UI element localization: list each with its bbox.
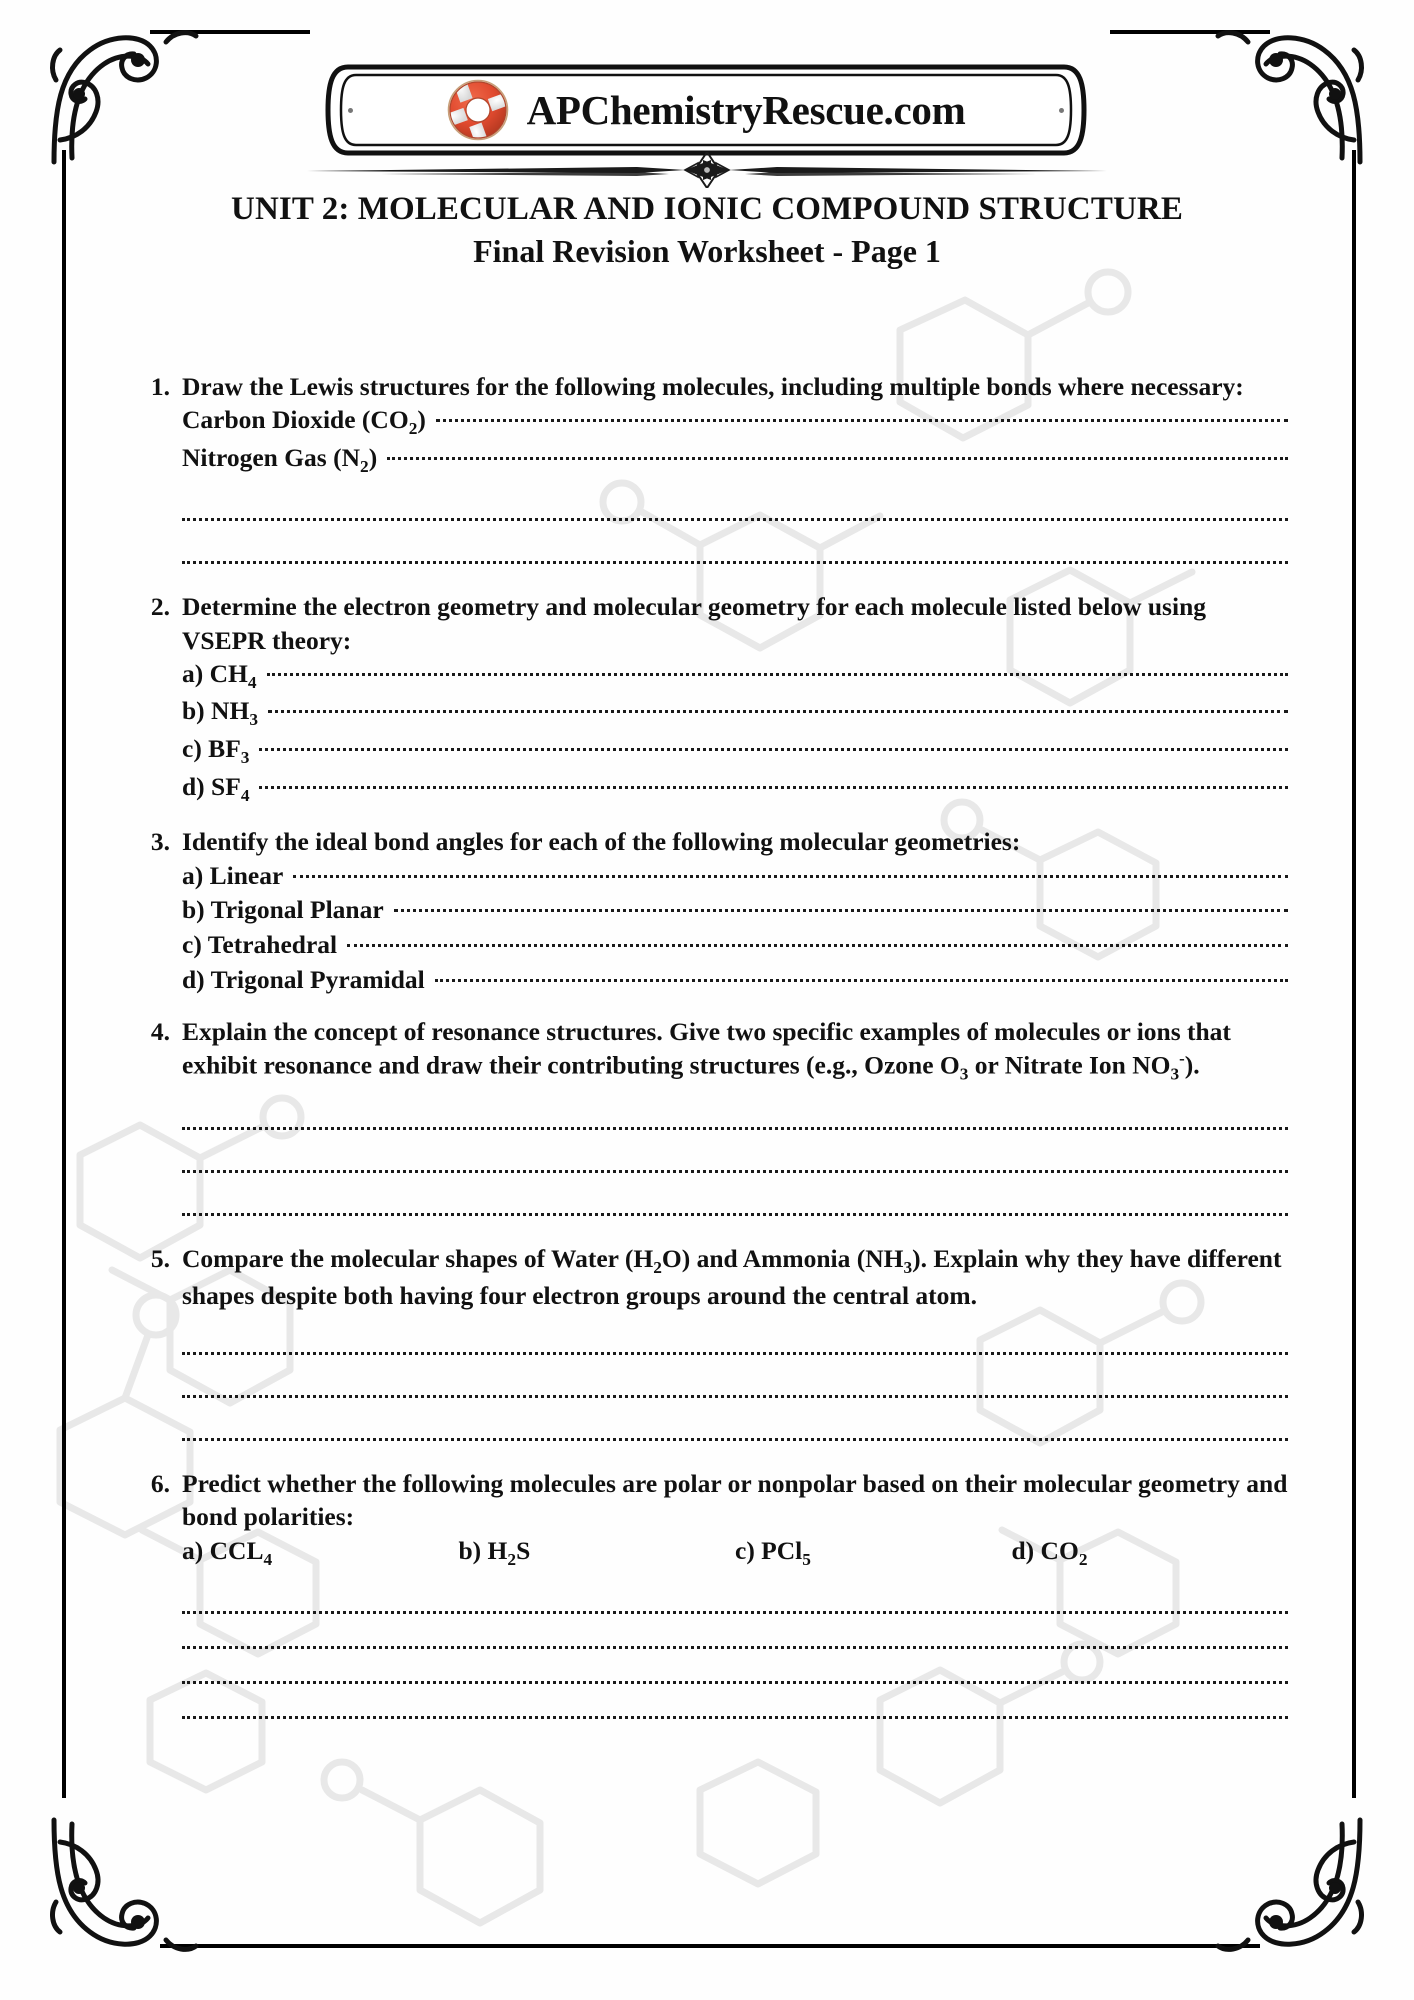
answer-blank-line[interactable]	[182, 1690, 1288, 1719]
sub-item-label: c) Tetrahedral	[182, 929, 338, 959]
option-a: a) $CCL_4$	[182, 1535, 273, 1569]
answer-blank[interactable]	[347, 944, 1288, 947]
page-title: UNIT 2: MOLECULAR AND IONIC COMPOUND STRUCTURE	[231, 191, 1183, 227]
sub-item	[182, 963, 1288, 998]
question-number: 1.	[150, 372, 170, 401]
sub-item	[182, 441, 1288, 479]
answer-blank[interactable]	[267, 673, 1288, 676]
question-number: 3.	[150, 827, 170, 857]
corner-ornament-bottom-left	[46, 1812, 206, 1962]
question-item	[128, 1242, 1288, 1442]
question-item	[128, 590, 1288, 807]
sub-item	[182, 403, 1288, 441]
frame-bottom-rule	[160, 1944, 1260, 1948]
answer-blank-line[interactable]	[182, 1655, 1288, 1684]
answer-blank-line[interactable]	[182, 1097, 1288, 1130]
site-logo-banner	[322, 64, 1090, 156]
page-title-block	[80, 190, 1334, 271]
question-item	[128, 825, 1288, 997]
sub-item-label: b) Trigonal Planar	[182, 895, 384, 925]
sub-item	[182, 859, 1288, 894]
question-text: Explain the concept of resonance structures. Give two specific examples of molecules or ions that exhibit resonance and draw their contributing structures (e.g., Ozone $O_3$ or Nitrate Ion $NO_3^-$).	[182, 1017, 1231, 1085]
sub-item-label: d) $SF_4$	[182, 771, 250, 805]
frame-left-rule	[62, 150, 66, 1798]
sub-item	[182, 694, 1288, 732]
answer-blank-line[interactable]	[182, 1183, 1288, 1216]
questions-container	[128, 370, 1288, 1725]
sub-item-label: d) Trigonal Pyramidal	[182, 964, 425, 994]
question-number: 6.	[150, 1469, 170, 1499]
answer-blank[interactable]	[259, 748, 1288, 751]
question-item	[128, 1467, 1288, 1719]
option-c: c) PCl$_5$	[735, 1535, 811, 1569]
site-name-text: APChemistryRescue.com	[526, 87, 966, 133]
option-d: d) $CO_2$	[1011, 1535, 1088, 1569]
sub-item	[182, 732, 1288, 770]
question-text: Predict whether the following molecules are polar or nonpolar based on their molecular geometry and bond polarities:	[182, 1469, 1288, 1532]
answer-blank[interactable]	[268, 710, 1288, 713]
answer-blank-line[interactable]	[182, 1322, 1288, 1355]
answer-blank[interactable]	[259, 786, 1288, 789]
answer-blank-line[interactable]	[182, 1581, 1288, 1614]
sub-item	[182, 893, 1288, 928]
life-ring-icon	[447, 79, 509, 141]
question-item	[128, 1015, 1288, 1215]
question-number: 4.	[150, 1017, 170, 1047]
answer-blank[interactable]	[394, 909, 1288, 912]
divider-flourish	[307, 152, 1107, 188]
question-text: Draw the Lewis structures for the following molecules, including multiple bonds where necessary:	[182, 372, 1244, 401]
frame-right-rule	[1352, 150, 1356, 1798]
corner-ornament-top-right	[1208, 20, 1368, 170]
answer-blank[interactable]	[293, 875, 1288, 878]
answer-blank[interactable]	[436, 419, 1288, 422]
question-item	[128, 370, 1288, 564]
option-row	[182, 1534, 1288, 1572]
question-number: 5.	[150, 1243, 170, 1273]
question-text: Determine the electron geometry and molecular geometry for each molecule listed below using VSEPR theory:	[182, 592, 1206, 655]
answer-blank-line[interactable]	[182, 1620, 1288, 1649]
answer-blank-line[interactable]	[182, 1365, 1288, 1398]
question-text: Identify the ideal bond angles for each of the following molecular geometries:	[182, 827, 1021, 857]
answer-blank-line[interactable]	[182, 488, 1288, 521]
question-number: 2.	[150, 592, 170, 622]
answer-blank[interactable]	[435, 979, 1288, 982]
sub-item-label: a) Linear	[182, 860, 284, 890]
corner-ornament-bottom-right	[1208, 1812, 1368, 1962]
corner-ornament-top-left	[46, 20, 206, 170]
sub-item	[182, 928, 1288, 963]
answer-blank-line[interactable]	[182, 531, 1288, 564]
sub-item-label: b) $NH_3$	[182, 696, 258, 730]
option-b: b) $H_2S$	[458, 1535, 531, 1569]
sub-item-label: Nitrogen Gas $(N_2)$	[182, 442, 378, 476]
page-subtitle: Final Revision Worksheet - Page 1	[473, 232, 941, 269]
sub-item	[182, 770, 1288, 808]
question-text: Compare the molecular shapes of Water $(H_2O)$ and Ammonia $(NH_3)$. Explain why they have different shapes despite both having four electron groups around the central atom.	[182, 1243, 1282, 1311]
sub-item-label: a) $CH_4$	[182, 658, 257, 692]
answer-blank-line[interactable]	[182, 1140, 1288, 1173]
sub-item-label: Carbon Dioxide $(CO_2)$	[182, 405, 426, 439]
sub-item	[182, 657, 1288, 695]
answer-blank-line[interactable]	[182, 1408, 1288, 1441]
sub-item-label: c) $BF_3$	[182, 734, 250, 768]
answer-blank[interactable]	[387, 457, 1288, 460]
